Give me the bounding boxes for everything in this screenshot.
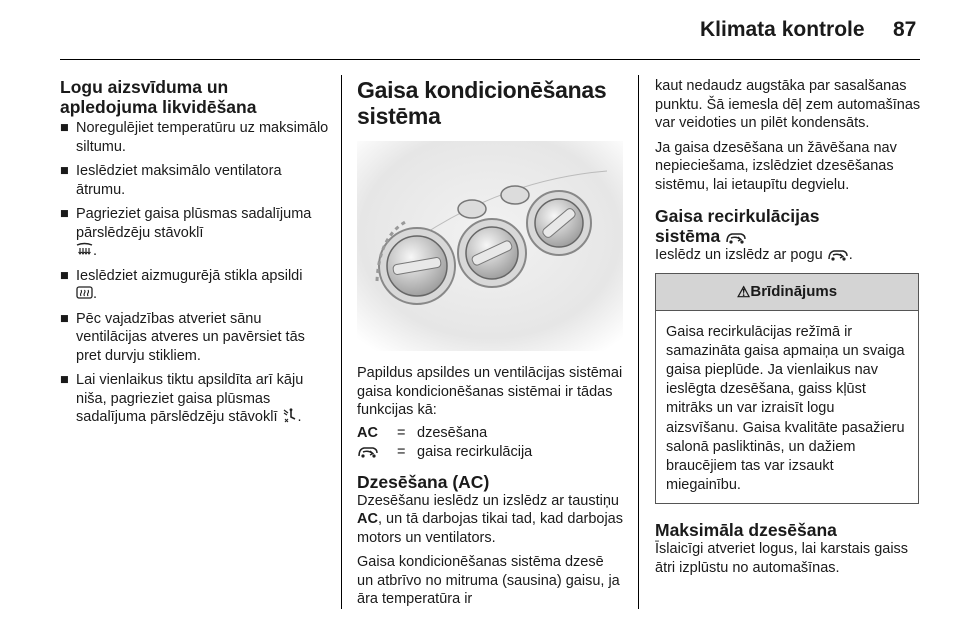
column-defogging	[60, 77, 330, 433]
heading-recirculation: Gaisa recirkulācijas sistēma	[655, 206, 820, 246]
rear-window-heater-icon	[76, 285, 93, 300]
heading-air-conditioning: Gaisa kondicionēšanas sistēma	[357, 77, 607, 129]
header-rule	[60, 59, 920, 60]
column-recirculation	[655, 77, 925, 577]
list-item: ■ Ieslēdziet maksimālo ventilatora ātrumu.	[60, 163, 282, 198]
recirculation-icon	[725, 230, 747, 244]
list-item: ■ Pēc vajadzības atveriet sānu ventilācijas atveres un pavērsiet tās pret durvju stikliem.	[60, 310, 305, 364]
page-number: 87	[893, 18, 917, 41]
warning-body: Gaisa recirkulācijas režīmā ir samazināta gaisa apmaiņa un svaiga gaisa pieplūde. Ja vienlaikus nav ieslēgta dzesēšana, gaiss kļūst mitrāks un var izraisīt logu aizsvīšanu. Gaisa kvalitāte pasažieru salonā pasliktinās, un dažiem braucējiem tas var izsaukt miegainību.	[666, 323, 905, 494]
list-item: ■ Noregulējiet temperatūru uz maksimālo siltumu.	[60, 120, 329, 155]
footwell-windscreen-airflow-icon	[282, 408, 298, 423]
recirculation-icon	[827, 247, 849, 261]
ac-key: AC	[357, 424, 378, 441]
recirculation-icon	[357, 444, 379, 458]
table-row: AC = dzesēšana	[357, 424, 488, 441]
heading-max-cooling: Maksimāla dzesēšana	[655, 520, 837, 541]
list-item: ■ Ieslēdziet aizmugurējā stikla apsildi .	[60, 267, 303, 302]
warning-header	[656, 274, 918, 311]
section-title: Klimata kontrole	[700, 18, 865, 41]
max-cooling-text: Īslaicīgi atveriet logus, lai karstais gaiss ātri izplūstu no automašīnas.	[655, 541, 909, 576]
column-divider	[638, 75, 639, 609]
cooling-text-2: Gaisa kondicionēšanas sistēma dzesē un atbrīvo no mitruma (sausina) gaisu, ja āra temperatūra ir	[357, 554, 620, 607]
climate-control-panel-image	[357, 141, 623, 351]
list-item: ■ Pagrieziet gaisa plūsmas sadalījuma pārslēdzēju stāvoklī .	[60, 206, 312, 259]
table-row: = gaisa recirkulācija	[357, 443, 532, 462]
defog-steps-list	[60, 119, 330, 427]
warning-triangle-icon: ⚠	[736, 283, 751, 301]
save-fuel-text: Ja gaisa dzesēšana un žāvēšana nav nepieciešama, izslēdziet dzesēšanas sistēmu, lai ietaupītu degvielu.	[655, 139, 897, 193]
ac-intro: Papildus apsildes un ventilācijas sistēmai gaisa kondicionēšanas sistēmai ir tādas funkcijas kā:	[357, 365, 623, 418]
heading-defogging: Logu aizsvīduma un apledojuma likvidēšana	[60, 77, 257, 117]
recirc-text: Ieslēdz un izslēdz ar pogu .	[655, 247, 853, 263]
cooling-text: Dzesēšanu ieslēdz un izslēdz ar taustiņu AC, un tā darbojas tikai tad, kad darbojas motors un ventilators.	[357, 492, 623, 546]
list-item: ■ Lai vienlaikus tiktu apsildīta arī kāju niša, pagrieziet gaisa plūsmas sadalījuma pārslēdzēju stāvoklī .	[60, 372, 304, 425]
warning-title: Brīdinājums	[750, 283, 838, 300]
heading-cooling: Dzesēšana (AC)	[357, 471, 490, 492]
ac-functions-table	[357, 424, 532, 462]
condensate-text: kaut nedaudz augstāka par sasalšanas punktu. Šā iemesla dēļ zem automašīnas var veidoties un pilēt kondensāts.	[655, 78, 921, 131]
windscreen-airflow-icon	[76, 242, 93, 257]
column-air-conditioning	[357, 77, 623, 609]
warning-box	[655, 273, 919, 505]
column-divider	[341, 75, 342, 609]
